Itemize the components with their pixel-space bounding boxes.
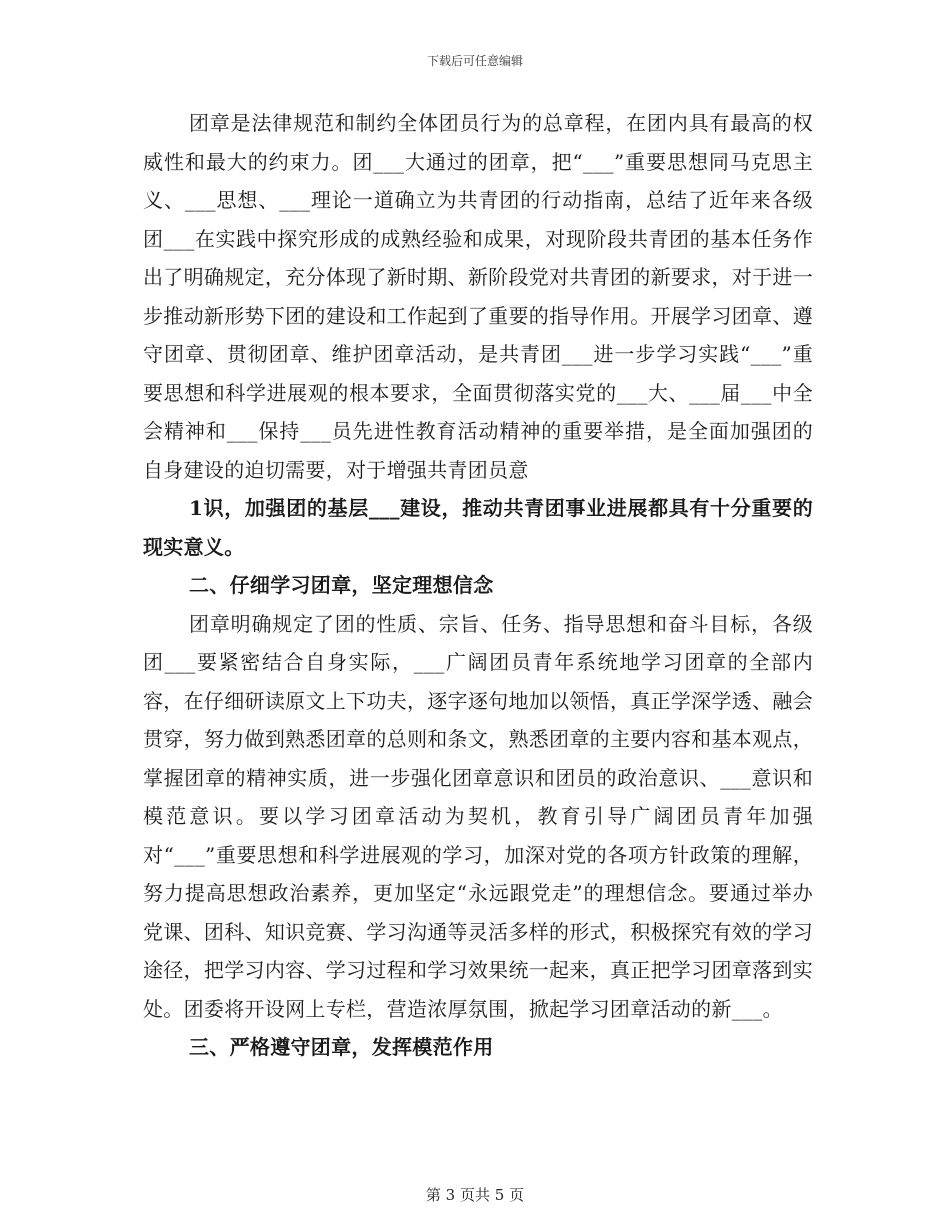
page-number: 第 3 页共 5 页	[425, 1186, 525, 1204]
paragraph-study: 团章明确规定了团的性质、宗旨、任务、指导思想和奋斗目标，各级团___要紧密结合自身实际，___广阔团员青年系统地学习团章的全部内容，在仔细研读原文上下功夫，逐字逐句地加以领悟，真正学深学透、融会贯穿，努力做到熟悉团章的总则和条文，熟悉团章的主要内容和基本观点，掌握团章的精神实质，进一步强化团章意识和团员的政治意识、___意识和模范意识。要以学习团章活动为契机，教育引导广阔团员青年加强对“___”重要思想和科学进展观的学习，加深对党的各项方针政策的理解，努力提高思想政治素养，更加坚定“永远跟党走”的理想信念。要通过举办党课、团科、知识竞赛、学习沟通等灵活多样的形式，积极探究有效的学习途径，把学习内容、学习过程和学习效果统一起来，真正把学习团章落到实处。团委将开设网上专栏，营造浓厚氛围，掀起学习团章活动的新___。	[143, 611, 813, 1021]
section-heading-2: 二、仔细学习团章，坚定理想信念	[189, 573, 494, 597]
paragraph-significance: 1识，加强团的基层___建设，推动共青团事业进展都具有十分重要的现实意义。	[143, 496, 813, 559]
paragraph-intro: 团章是法律规范和制约全体团员行为的总章程，在团内具有最高的权威性和最大的约束力。团___大通过的团章，把“___”重要思想同马克思主义、___思想、___理论一道确立为共青团的行动指南，总结了近年来各级团___在实践中探究形成的成熟经验和成果，对现阶段共青团的基本任务作出了明确规定，充分体现了新时期、新阶段党对共青团的新要求，对于进一步推动新形势下团的建设和工作起到了重要的指导作用。开展学习团章、遵守团章、贯彻团章、维护团章活动，是共青团___进一步学习实践“___”重要思想和科学进展观的根本要求，全面贯彻落实党的___大、___届___中全会精神和___保持___员先进性教育活动精神的重要举措，是全面加强团的自身建设的迫切需要，对于增强共青团员意	[143, 111, 813, 482]
page-header-note: 下载后可任意编辑	[426, 54, 523, 68]
section-heading-3: 三、严格遵守团章，发挥模范作用	[189, 1035, 494, 1059]
document-body	[143, 104, 813, 1067]
